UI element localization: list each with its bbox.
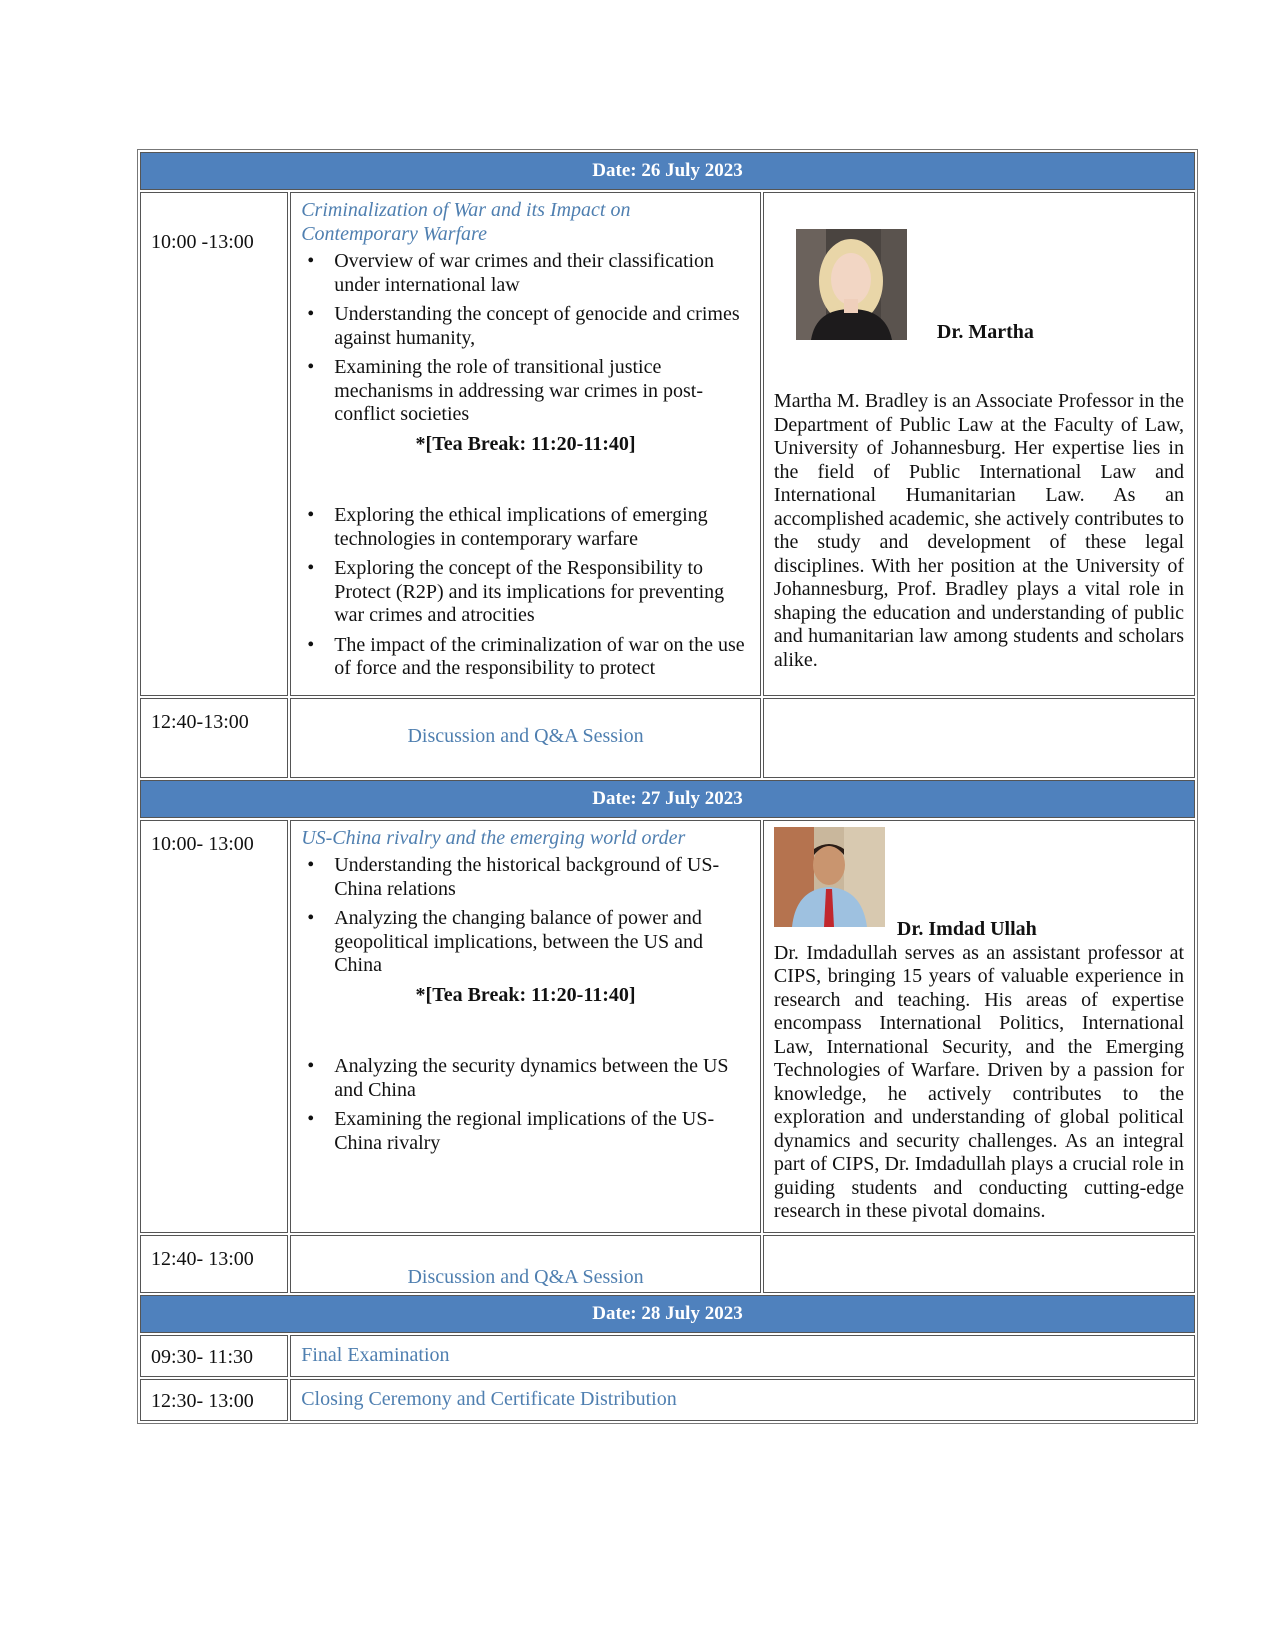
list-item: • Analyzing the security dynamics between the US and China (301, 1055, 750, 1102)
discussion-row (140, 1235, 1195, 1293)
agenda-time: 12:30- 13:00 (140, 1379, 288, 1421)
session-title: Criminalization of War and its Impact on Contemporary Warfare (301, 199, 631, 245)
speaker-header (774, 827, 1184, 938)
topic-list (301, 854, 750, 978)
session-topic (290, 820, 761, 1233)
session-time: 10:00- 13:00 (140, 820, 288, 1233)
discussion-label: Discussion and Q&A Session (290, 1235, 761, 1293)
date-header: Date: 28 July 2023 (140, 1295, 1195, 1333)
list-item: • Understanding the historical background of US-China relations (301, 854, 750, 901)
agenda-label: Final Examination (290, 1335, 1195, 1377)
agenda-row (140, 1379, 1195, 1421)
speaker-header (796, 229, 1184, 343)
empty-cell (763, 1235, 1195, 1293)
speaker-cell (763, 192, 1195, 696)
speaker-name: Dr. Martha (936, 320, 1034, 343)
discussion-row (140, 698, 1195, 778)
agenda-time: 09:30- 11:30 (140, 1335, 288, 1377)
list-item: • Analyzing the changing balance of power and geopolitical implications, between the US and China (301, 907, 750, 978)
date-header: Date: 27 July 2023 (140, 780, 1195, 818)
date-header-row (140, 1295, 1195, 1333)
list-item: • Examining the role of transitional justice mechanisms in addressing war crimes in post-conflict societies (301, 356, 750, 427)
speaker-cell (763, 820, 1195, 1233)
speaker-name: Dr. Imdad Ullah (896, 918, 1037, 940)
list-item: • Exploring the ethical implications of emerging technologies in contemporary warfare (301, 504, 750, 551)
discussion-time: 12:40-13:00 (140, 698, 288, 778)
agenda-row (140, 1335, 1195, 1377)
speaker-bio: Martha M. Bradley is an Associate Professor in the Department of Public Law at the Faculty of Law, University of Johannesburg. Her expertise lies in the field of Public International Law and International Humanitarian Law. As an accomplished academic, she actively contributes to the study and development of these legal disciplines. With her position at the University of Johannesburg, Prof. Bradley plays a vital role in shaping the education and understanding of public and humanitarian law among students and scholars alike. (773, 390, 1184, 671)
topic-list (301, 1055, 750, 1155)
list-item: • Overview of war crimes and their classification under international law (301, 250, 750, 297)
tea-break: *[Tea Break: 11:20-11:40] (415, 432, 636, 455)
topic-list (301, 504, 750, 681)
list-item: • The impact of the criminalization of war on the use of force and the responsibility to protect (301, 634, 750, 681)
discussion-label: Discussion and Q&A Session (290, 698, 761, 778)
list-item: • Exploring the concept of the Responsibility to Protect (R2P) and its implications for preventing war crimes and atrocities (301, 557, 750, 628)
session-title: US-China rivalry and the emerging world order (301, 826, 686, 849)
tea-break: *[Tea Break: 11:20-11:40] (415, 983, 636, 1006)
portrait-image (774, 827, 885, 927)
session-topic (290, 192, 761, 696)
list-item: • Examining the regional implications of the US-China rivalry (301, 1108, 750, 1155)
topic-list (301, 250, 750, 427)
date-header-row (140, 780, 1195, 818)
session-row (140, 820, 1195, 1233)
speaker-photo (796, 229, 907, 340)
speaker-bio: Dr. Imdadullah serves as an assistant professor at CIPS, bringing 15 years of valuable experience in research and teaching. His areas of expertise encompass International Politics, International Law, International Security, and the Emerging Technologies of Warfare. Driven by a passion for knowledge, he actively contributes to the exploration and understanding of global political dynamics and security challenges. As an integral part of CIPS, Dr. Imdadullah plays a crucial role in guiding students and conducting cutting-edge research in these pivotal domains. (773, 941, 1184, 1222)
session-row (140, 192, 1195, 696)
speaker-photo (774, 827, 885, 938)
empty-cell (763, 698, 1195, 778)
discussion-time: 12:40- 13:00 (140, 1235, 288, 1293)
date-header: Date: 26 July 2023 (140, 152, 1195, 190)
date-header-row (140, 152, 1195, 190)
schedule-table (137, 149, 1198, 1424)
list-item: • Understanding the concept of genocide and crimes against humanity, (301, 303, 750, 350)
session-time: 10:00 -13:00 (140, 192, 288, 696)
agenda-label: Closing Ceremony and Certificate Distribution (290, 1379, 1195, 1421)
portrait-image (796, 229, 907, 340)
